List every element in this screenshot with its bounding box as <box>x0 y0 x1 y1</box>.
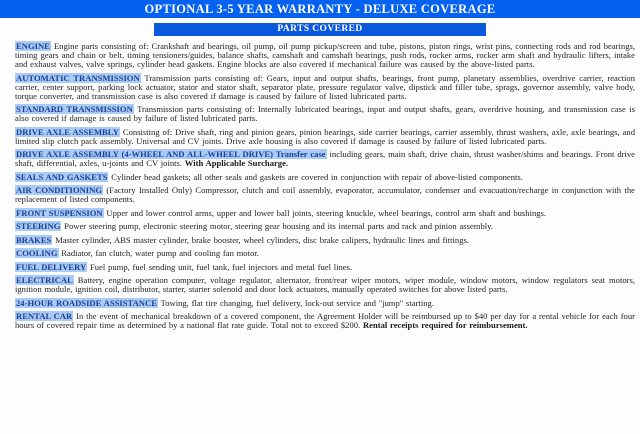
coverage-section <box>15 312 635 330</box>
coverage-section <box>15 236 635 245</box>
parts-covered-bar-row <box>0 23 640 36</box>
section-body: Master cylinder, ABS master cylinder, brake booster, wheel cylinders, disc brake calipers, hydraulic lines and fittings. <box>55 234 469 245</box>
coverage-section <box>15 222 635 231</box>
section-heading: DRIVE AXLE ASSEMBLY (4-WHEEL AND ALL-WHEEL DRIVE) Transfer case <box>16 149 326 159</box>
section-heading: BRAKES <box>16 234 52 245</box>
section-heading: 24-HOUR ROADSIDE ASSISTANCE <box>16 297 157 308</box>
coverage-sections-list <box>15 42 635 330</box>
section-body: Consisting of: Drive shaft, ring and pinion gears, pinion bearings, side carrier bearings, carrier assembly, thrust washers, axle, axle bearings, and limited slip clutch pack assembly. Universal and CV joints. Drive axle housing is also covered if damage is caused by failure of listed lubricated parts. <box>15 126 636 146</box>
document-title-banner: OPTIONAL 3-5 YEAR WARRANTY - DELUXE COVERAGE <box>0 0 640 18</box>
section-bold-note: With Applicable Surcharge. <box>184 158 289 168</box>
coverage-section <box>15 186 635 204</box>
section-body: Cylinder head gaskets; all other seals and gaskets are covered in conjunction with repair of above-listed components. <box>111 171 523 182</box>
coverage-section <box>15 276 635 294</box>
parts-covered-header: PARTS COVERED <box>154 23 486 36</box>
coverage-section <box>15 150 635 168</box>
section-body: Towing, flat tire changing, fuel delivery, lock-out service and "jump" starting. <box>160 297 434 308</box>
section-heading: STEERING <box>16 221 61 231</box>
section-body: Transmission parts consisting of: Gears, input and output shafts, bearings, front pump, planetary assemblies, overdrive carrier, reaction carrier, center support, parking lock actuator, stator and stator shaft, separator plate, pressure regulator valve, dipstick and filler tube, sprags, governor assembly, valve body, torque converter, and transmission case is also covered if damage is caused by failure of listed lubricated parts. <box>15 72 636 101</box>
section-heading: ENGINE <box>16 41 50 51</box>
section-body: Engine parts consisting of: Crankshaft and bearings, oil pump, oil pump pickup/screen and tube, pistons, piston rings, wrist pins, connecting rods and rod bearings, timing gears and chain or belt, timing tensioners/guides, balance shafts, camshaft and camshaft bearings, push rods, rocker arms, rocker arm shaft and hydraulic lifters, intake and exhaust valves, valve springs, cylinder head gaskets. Engine blocks are also covered if mechanical failure was caused by the above-listed parts. <box>15 41 635 69</box>
coverage-section <box>15 105 635 123</box>
section-heading: ELECTRICAL <box>16 275 73 285</box>
coverage-section <box>15 299 635 308</box>
section-body: Battery, engine operation computer, voltage regulator, alternator, front/rear wiper motors, wiper module, window motors, window regulators seat motors, ignition module, ignition coil, distributor, starter, starter solenoid and door lock actuators, manually operated switches for above listed parts. <box>15 275 635 294</box>
section-heading: SEALS AND GASKETS <box>16 171 108 182</box>
section-body: (Factory Installed Only) Compressor, clutch and coil assembly, evaporator, accumulator, condenser and evacuation/recharge in conjunction with the replacement of listed components. <box>15 185 635 204</box>
section-body: Upper and lower control arms, upper and lower ball joints, steering knuckle, wheel bearings, control arm shaft and bushings. <box>106 207 547 218</box>
section-heading: RENTAL CAR <box>16 311 73 321</box>
coverage-section <box>15 209 635 218</box>
section-heading: FUEL DELIVERY <box>16 261 87 272</box>
section-heading: COOLING <box>16 248 58 258</box>
coverage-section <box>15 249 635 258</box>
section-body: In the event of mechanical breakdown of a covered component, the Agreement Holder will be reimbursed up to $40 per day for a rental vehicle for each four hours of covered repair time as determined by a national flat rate guide. Total not to exceed $200. <box>15 311 636 330</box>
section-heading: AIR CONDITIONING <box>16 185 103 195</box>
section-body: Transmission parts consisting of: Internally lubricated bearings, input and output shafts, gears, overdrive housing, and transmission case is also covered if damage is caused by failure of listed lubricated parts. <box>15 104 635 123</box>
coverage-section <box>15 74 635 101</box>
section-body: including gears, main shaft, drive chain, thrust washer/shims and bearings. Front drive shaft, differential, axles, u-joints and CV joints. <box>15 149 635 168</box>
section-heading: FRONT SUSPENSION <box>16 207 103 218</box>
coverage-section <box>15 128 635 146</box>
section-body: Power steering pump, electronic steering motor, steering gear housing and its internal parts and rack and pinion assembly. <box>64 221 494 231</box>
section-body: Radiator, fan clutch, water pump and cooling fan motor. <box>61 248 259 258</box>
coverage-section <box>15 263 635 272</box>
section-body: Fuel pump, fuel sending unit, fuel tank, fuel injectors and metal fuel lines. <box>90 261 353 272</box>
section-heading: STANDARD TRANSMISSION <box>16 104 133 114</box>
section-heading: DRIVE AXLE ASSEMBLY <box>16 126 119 137</box>
section-heading: AUTOMATIC TRANSMISSION <box>16 72 140 83</box>
section-bold-note: Rental receipts required for reimbursement. <box>362 320 528 330</box>
coverage-section <box>15 173 635 182</box>
coverage-section <box>15 42 635 69</box>
